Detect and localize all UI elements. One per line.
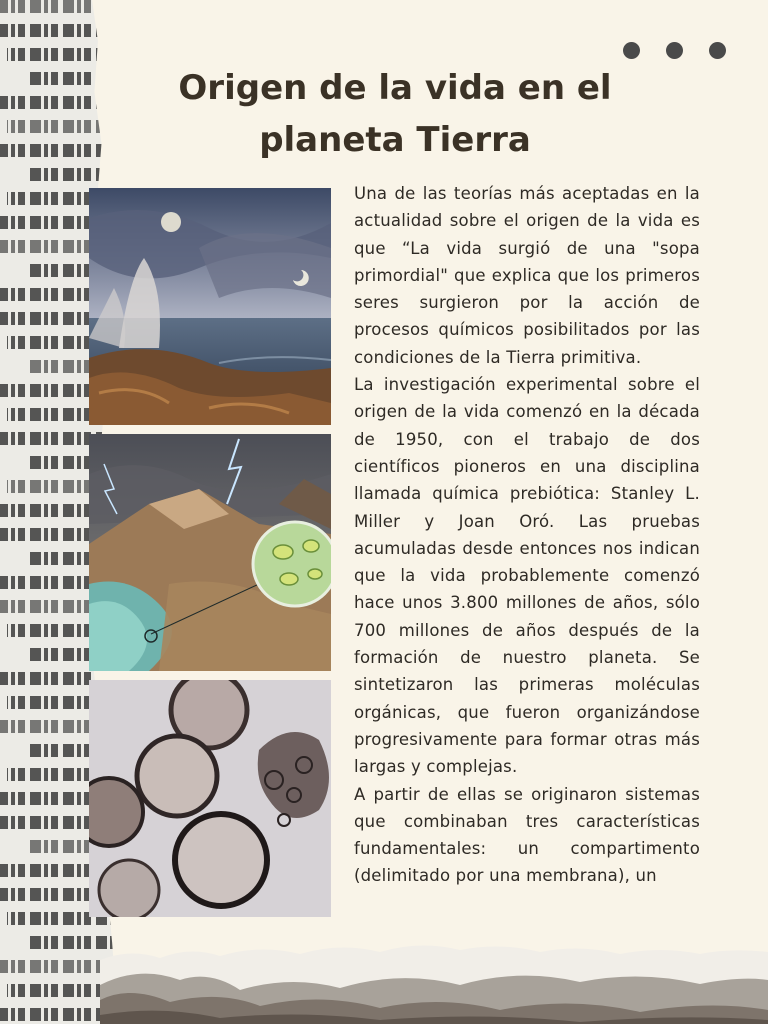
paragraph: A partir de ellas se originaron sistemas que combinaban tres características fundamentales: un compartimento (delimitado por una membrana), un xyxy=(354,784,700,886)
torn-mountain-strip xyxy=(100,940,768,1024)
article-body xyxy=(354,180,700,890)
dot xyxy=(623,42,640,59)
prebiotic-coast-image xyxy=(89,434,331,671)
paragraph: La investigación experimental sobre el origen de la vida comenzó en la década de 1950, con el trabajo de dos científicos pioneros en una disciplina llamada química prebiótica: Stanley L. Miller y Joan Oró. Las pruebas acumuladas desde entonces nos indican que la vida probablemente comenzó hace unos 3.800 millones de años, sólo 700 millones de años después de la formación de nuestro planeta. Se sintetizaron las primeras moléculas orgánicas, que fueron organizándose progresivamente para formar otras más largas y complejas. xyxy=(354,375,700,777)
dot xyxy=(709,42,726,59)
image-column xyxy=(89,188,331,926)
primordial-earth-image xyxy=(89,188,331,425)
paragraph: Una de las teorías más aceptadas en la actualidad sobre el origen de la vida es que “La vida surgió de una "sopa primordial" que explica que los primeros seres surgieron por la acción de procesos químicos posibilitados por las condiciones de la Tierra primitiva. xyxy=(354,184,700,367)
page-title: Origen de la vida en el planeta Tierra xyxy=(178,68,612,160)
dot xyxy=(666,42,683,59)
protocells-microscope-image xyxy=(89,680,331,917)
more-dots-icon xyxy=(623,42,726,59)
